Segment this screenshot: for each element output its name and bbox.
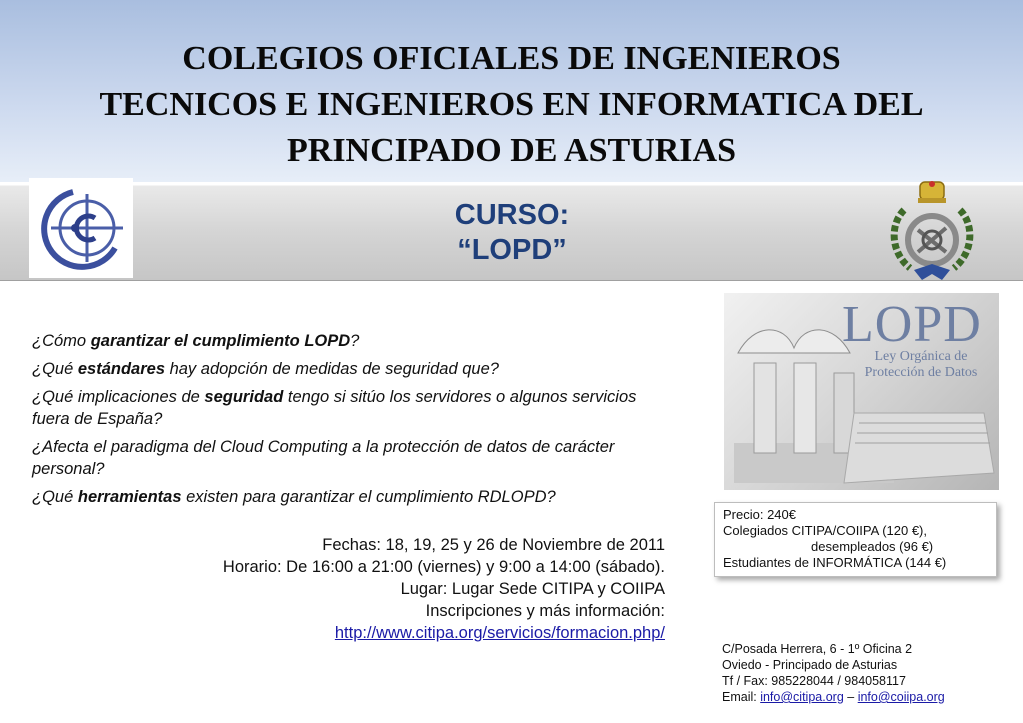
registration-info: Inscripciones y más información: xyxy=(425,602,665,620)
coiipa-crest-icon xyxy=(884,180,980,284)
contact-phone: Tf / Fax: 985228044 / 984058117 xyxy=(722,674,906,688)
price-students: Estudiantes de INFORMÁTICA (144 €) xyxy=(723,555,947,570)
course-name: “LOPD” xyxy=(457,234,567,266)
title-line-2: TECNICOS E INGENIEROS EN INFORMATICA DEL xyxy=(99,86,924,123)
question-text: ¿Qué implicaciones de xyxy=(32,388,205,406)
course-schedule: Horario: De 16:00 a 21:00 (viernes) y 9:00 a 14:00 (sábado). xyxy=(222,558,665,576)
title-line-3: PRINCIPADO DE ASTURIAS xyxy=(287,132,736,169)
course-location: Lugar: Lugar Sede CITIPA y COIIPA xyxy=(400,580,665,598)
page-title xyxy=(0,36,1023,174)
registration-link[interactable]: http://www.citipa.org/servicios/formacion.php/ xyxy=(334,624,665,642)
title-line-1: COLEGIOS OFICIALES DE INGENIEROS xyxy=(182,40,841,77)
email-link-coiipa[interactable]: info@coiipa.org xyxy=(857,690,945,704)
course-title xyxy=(362,198,662,268)
lopd-logo-text: LOPD xyxy=(842,296,982,353)
price-general: Precio: 240€ xyxy=(723,507,796,522)
contact-info xyxy=(722,641,1022,705)
lopd-illustration xyxy=(724,293,999,490)
question-item xyxy=(32,436,677,480)
course-details xyxy=(120,534,665,644)
question-item xyxy=(32,386,677,430)
lopd-subtitle xyxy=(846,349,996,381)
question-text: ¿Cómo xyxy=(32,332,91,350)
question-bold: garantizar el cumplimiento LOPD xyxy=(90,332,351,350)
email-separator: – xyxy=(843,690,858,704)
contact-address: C/Posada Herrera, 6 - 1º Oficina 2 xyxy=(722,642,913,656)
question-bold: seguridad xyxy=(204,388,284,406)
question-item xyxy=(32,330,677,352)
question-bold: herramientas xyxy=(77,488,182,506)
price-members: Colegiados CITIPA/COIIPA (120 €), xyxy=(723,523,927,538)
question-text: tengo si sitúo los servidores o algunos servicios fuera de España? xyxy=(32,388,637,428)
price-box xyxy=(714,502,997,577)
question-text: existen para garantizar el cumplimiento RDLOPD? xyxy=(181,488,556,506)
question-item xyxy=(32,486,677,508)
course-label: CURSO: xyxy=(454,199,570,231)
contact-city: Oviedo - Principado de Asturias xyxy=(722,658,898,672)
course-dates: Fechas: 18, 19, 25 y 26 de Noviembre de 2011 xyxy=(322,536,665,554)
questions-list xyxy=(32,330,677,514)
question-text: hay adopción de medidas de seguridad que? xyxy=(165,360,499,378)
citipa-logo-icon xyxy=(29,178,133,278)
question-text: ¿Qué xyxy=(32,360,78,378)
contact-email xyxy=(722,689,1022,705)
question-text: ¿Afecta el paradigma del Cloud Computing a la protección de datos de carácter personal? xyxy=(32,438,615,478)
lopd-subtitle-line-2: Protección de Datos xyxy=(864,365,978,380)
email-link-citipa[interactable]: info@citipa.org xyxy=(760,690,844,704)
question-text: ? xyxy=(350,332,360,350)
question-item xyxy=(32,358,677,380)
price-unemployed: desempleados (96 €) xyxy=(811,539,934,554)
question-bold: estándares xyxy=(77,360,165,378)
lopd-subtitle-line-1: Ley Orgánica de xyxy=(874,349,968,364)
question-text: ¿Qué xyxy=(32,488,78,506)
email-label: Email: xyxy=(722,690,761,704)
